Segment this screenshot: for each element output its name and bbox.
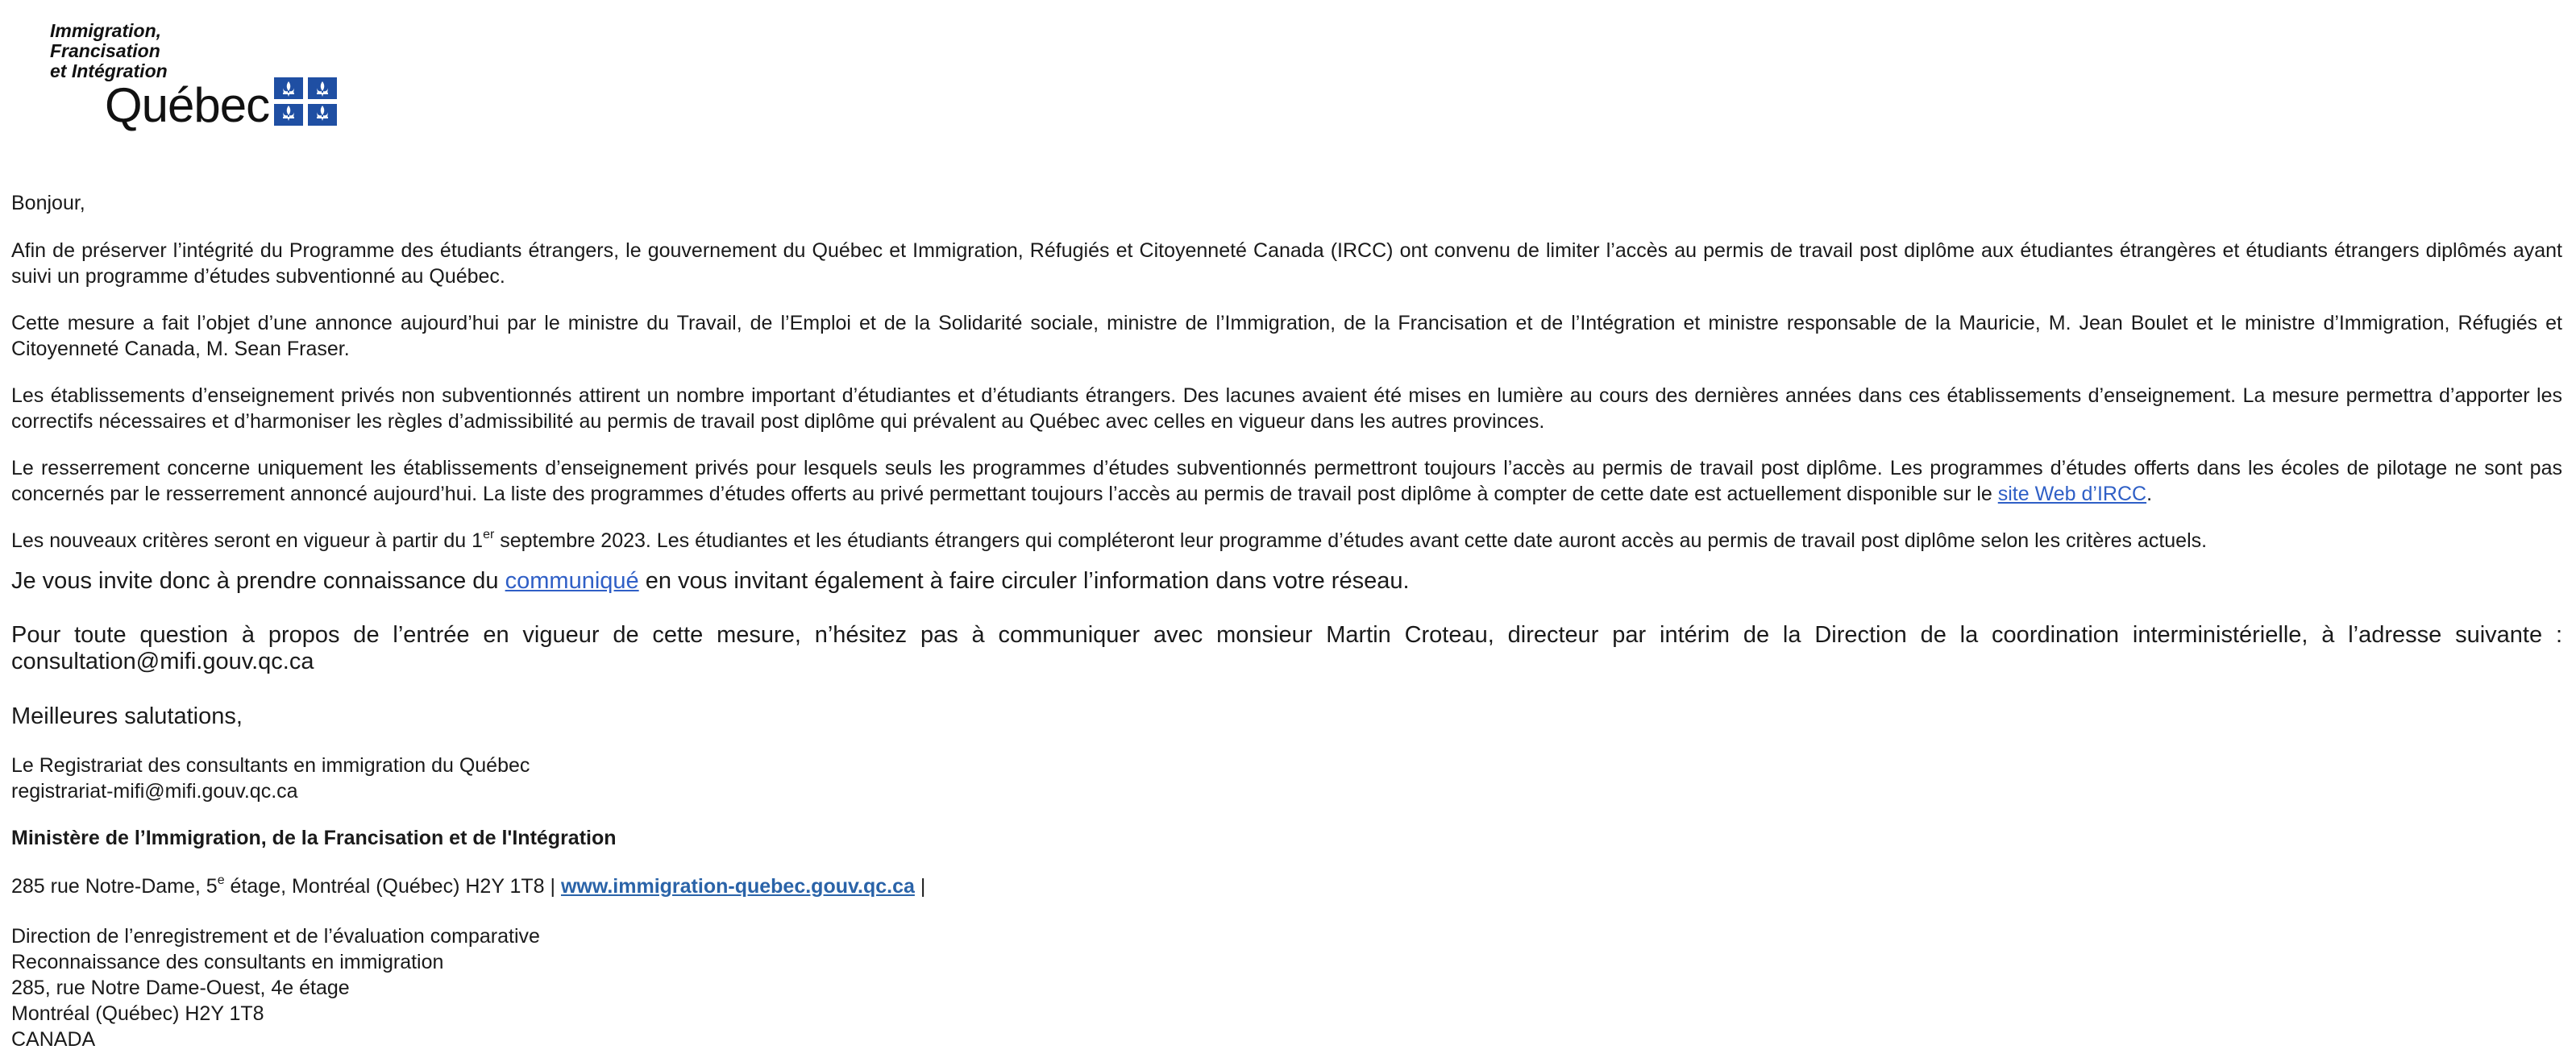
logo-line-3: et Intégration bbox=[50, 60, 168, 81]
sender-block bbox=[11, 753, 2562, 804]
paragraph-3: Les établissements d’enseignement privés non subventionnés attirent un nombre important d’étudiantes et d’étudiants étrangers. Des lacunes avaient été mises en lumière au cours des dernières années dans ces établissements d’enseignement. La mesure permettra d’apporter les correctifs nécessaires et d’harmoniser les règles d’admissibilité au permis de travail post diplôme qui prévalent au Québec avec celles en vigueur dans les autres provinces. bbox=[11, 384, 2562, 433]
communique-link[interactable]: communiqué bbox=[505, 568, 639, 594]
logo-ministry-name bbox=[50, 21, 168, 81]
paragraph-6 bbox=[11, 568, 2562, 595]
ordinal-superscript: er bbox=[483, 527, 495, 541]
address-separator: | bbox=[914, 875, 926, 898]
ministry-address bbox=[11, 873, 2562, 899]
closing: Meilleures salutations, bbox=[11, 703, 243, 729]
department-line-1: Direction de l’enregistrement et de l’évaluation comparative bbox=[11, 925, 540, 948]
paragraph-4 bbox=[11, 455, 2562, 507]
paragraph-2: Cette mesure a fait l’objet d’une annonce aujourd’hui par le ministre du Travail, de l’Emploi et de la Solidarité sociale, ministre de l’Immigration, de la Francisation et de l’Intégration et ministre responsable de la Mauricie, M. Jean Boulet et le ministre d’Immigration, Réfugiés et Citoyenneté Canada, M. Sean Fraser. bbox=[11, 312, 2562, 360]
paragraph-4-text: Le resserrement concerne uniquement les établissements d’enseignement privés pour lesquels seuls les programmes d’études subventionnés permettront toujours l’accès au permis de travail post diplôme. Les programmes d’études offerts dans les écoles de pilotage ne sont pas concernés par le resserrement annoncé aujourd’hui. La liste des programmes d’études offerts au privé permettant toujours l’accès au permis de travail post diplôme à compter de cette date est actuellement disponible sur le bbox=[11, 457, 2562, 505]
ministry-name: Ministère de l’Immigration, de la Francisation et de l'Intégration bbox=[11, 827, 617, 849]
department-line-5: CANADA bbox=[11, 1028, 96, 1051]
paragraph-5-text: Les nouveaux critères seront en vigueur à partir du 1 bbox=[11, 529, 484, 552]
paragraph-6-text: Je vous invite donc à prendre connaissance du bbox=[11, 568, 505, 594]
address-text-end: étage, Montréal (Québec) H2Y 1T8 | bbox=[224, 875, 561, 898]
paragraph-5 bbox=[11, 528, 2562, 554]
paragraph-6-end: en vous invitant également à faire circuler l’information dans votre réseau. bbox=[638, 568, 1410, 594]
ircc-website-link[interactable]: site Web d’IRCC bbox=[1997, 483, 2147, 505]
department-line-3: 285, rue Notre Dame-Ouest, 4e étage bbox=[11, 977, 350, 999]
sender-email: registrariat-mifi@mifi.gouv.qc.ca bbox=[11, 780, 298, 803]
department-line-4: Montréal (Québec) H2Y 1T8 bbox=[11, 1002, 264, 1025]
logo-line-2: Francisation bbox=[50, 40, 160, 61]
sender-name: Le Registrariat des consultants en immigration du Québec bbox=[11, 754, 530, 777]
address-text: 285 rue Notre-Dame, 5 bbox=[11, 875, 218, 898]
paragraph-1: Afin de préserver l’intégrité du Programme des étudiants étrangers, le gouvernement du Québec et Immigration, Réfugiés et Citoyenneté Canada (IRCC) ont convenu de limiter l’accès au permis de travail post diplôme aux étudiantes étrangères et étudiants étrangers diplômés ayant suivi un programme d’études subventionné au Québec. bbox=[11, 239, 2562, 288]
greeting: Bonjour, bbox=[11, 192, 85, 214]
paragraph-4-end: . bbox=[2146, 483, 2153, 505]
email-body bbox=[11, 190, 2562, 1052]
floor-superscript: e bbox=[217, 873, 225, 887]
paragraph-5-end: septembre 2023. Les étudiantes et les étudiants étrangers qui compléteront leur programme d’études avant cette date auront accès au permis de travail post diplôme selon les critères actuels. bbox=[494, 529, 2208, 552]
immigration-quebec-website-link[interactable]: www.immigration-quebec.gouv.qc.ca bbox=[560, 875, 915, 898]
paragraph-7: Pour toute question à propos de l’entrée en vigueur de cette mesure, n’hésitez pas à communiquer avec monsieur Martin Croteau, directeur par intérim de la Direction de la coordination interministérielle, à l’adresse suivante : consultation@mifi.gouv.qc.ca bbox=[11, 622, 2562, 674]
logo-line-1: Immigration, bbox=[50, 20, 162, 41]
department-block bbox=[11, 923, 2562, 1052]
department-line-2: Reconnaissance des consultants en immigration bbox=[11, 951, 444, 973]
logo-wordmark: Québec bbox=[105, 78, 270, 132]
fleur-de-lis-flag-icon bbox=[274, 77, 337, 126]
quebec-logo bbox=[50, 21, 340, 134]
